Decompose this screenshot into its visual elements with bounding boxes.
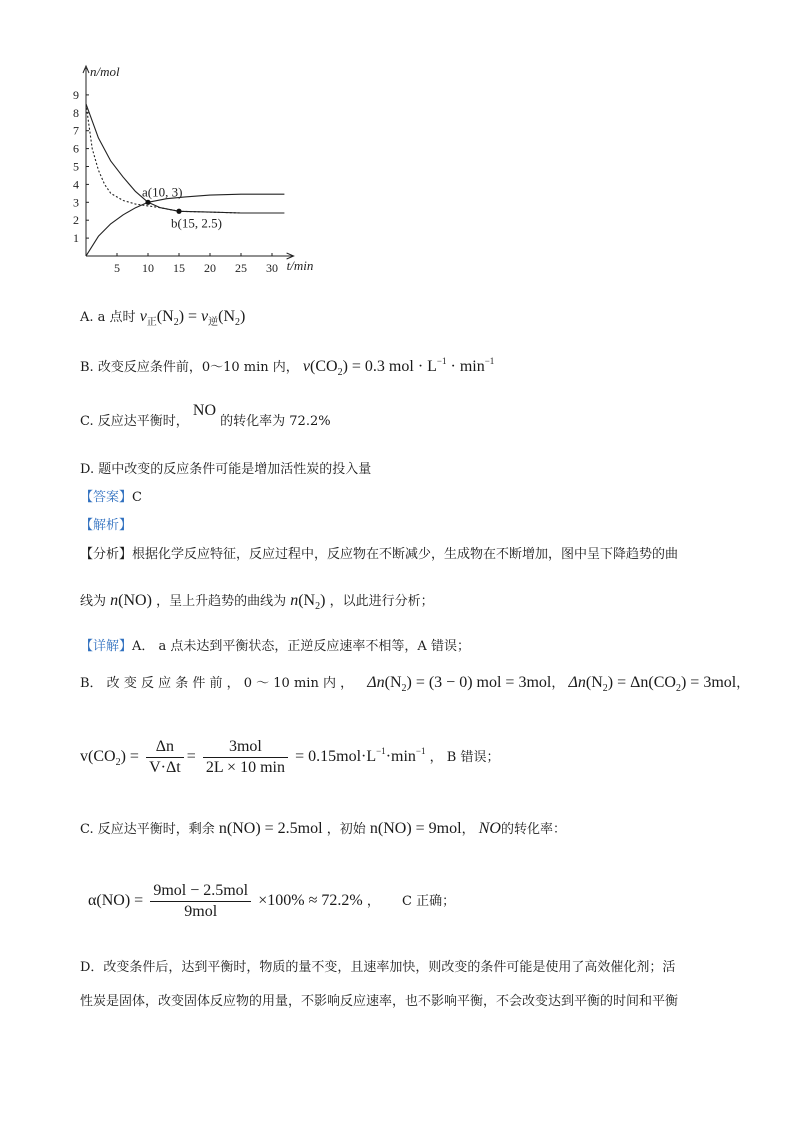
- point-a-label: a(10, 3): [142, 184, 183, 200]
- x-tick-label: 15: [173, 261, 185, 275]
- option-b: B. 改变反应条件前，0～10 min 内， $v(CO_2) = 0.3$ mol · $L^{-1} \cdot \min^{-1}$: [80, 356, 495, 378]
- x-tick-label: 25: [235, 261, 247, 275]
- xiangjie-d-line-2: 性炭是固体，改变固体反应物的用量，不影响反应速率，也不影响平衡，不会改变达到平衡的时间和平衡: [80, 994, 679, 1009]
- xiangjie-c-alpha: α(NO) = $\frac{\text{9mol − 2.5mol}}{\text{9mol}}$ ×100% ≈ 72.2% ， C 正确；: [88, 882, 456, 920]
- y-tick-label: 9: [73, 87, 79, 102]
- xiangjie-a: 【详解】A． a 点未达到平衡状态，正逆反应速率不相等，A 错误；: [80, 639, 470, 654]
- x-tick-label: 30: [266, 261, 278, 275]
- x-tick-label: 20: [204, 261, 216, 275]
- y-tick-label: 6: [73, 141, 79, 156]
- fenxi-line-1: 【分析】根据化学反应特征，反应过程中，反应物在不断减少，生成物在不断增加，图中呈下降趋势的曲: [80, 547, 679, 562]
- option-d: D. 题中改变的反应条件可能是增加活性炭的投入量: [80, 462, 372, 477]
- y-tick-label: 4: [73, 177, 79, 192]
- y-axis-label: n/mol: [90, 64, 120, 79]
- y-tick-label: 8: [73, 105, 79, 120]
- point-a: [145, 200, 150, 205]
- y-tick-label: 3: [73, 195, 79, 210]
- y-tick-label: 7: [73, 123, 79, 138]
- reaction-chart: [60, 60, 340, 280]
- xiangjie-c: C. 反应达平衡时，剩余 n(NO) = 2.5mol ，初始 n(NO) = 9mol， NO的转化率：: [80, 820, 566, 837]
- x-tick-label: 10: [142, 261, 154, 275]
- answer: 【答案】C: [80, 490, 142, 505]
- point-b: [176, 209, 181, 214]
- option-c: C. 反应达平衡时， NO 的转化率为 72.2%: [80, 402, 331, 429]
- xiangjie-d-line-1: D．改变条件后，达到平衡时，物质的量不变，且速率加快，则改变的条件可能是使用了高效催化剂；活: [80, 960, 676, 975]
- analysis-heading: 【解析】: [80, 518, 133, 533]
- y-tick-label: 1: [73, 231, 79, 246]
- fenxi-line-2: 线为 n(NO) ，呈上升趋势的曲线为 $n(N_2)$ ，以此进行分析；: [80, 592, 434, 612]
- xiangjie-b-rate: $v(CO_2)$ = $\frac{\Delta n}{V\cdot\Delta t}$ = $\frac{\text{3mol}}{2L \times 10 \min}$ = $0.15mol\cdot L^{-1}\cdot\min^{-1}$ ， B 错误；: [80, 738, 500, 776]
- y-tick-label: 2: [73, 213, 79, 228]
- y-tick-label: 5: [73, 159, 79, 174]
- x-tick-label: 5: [114, 261, 120, 275]
- point-b-label: b(15, 2.5): [171, 215, 222, 231]
- xiangjie-b-line: B． 改 变 反 应 条 件 前 ， 0 ～ 10 min 内 ， $\Delta n(N_2) = (3 - 0)$ mol = 3mol， $\Delta n(N_2) = \Delta n(CO_2) = 3mol$，: [80, 674, 750, 694]
- x-axis-label: t/min: [286, 258, 314, 273]
- option-a: A. a 点时 $v_正(N_2) = v_逆(N_2)$: [80, 308, 246, 328]
